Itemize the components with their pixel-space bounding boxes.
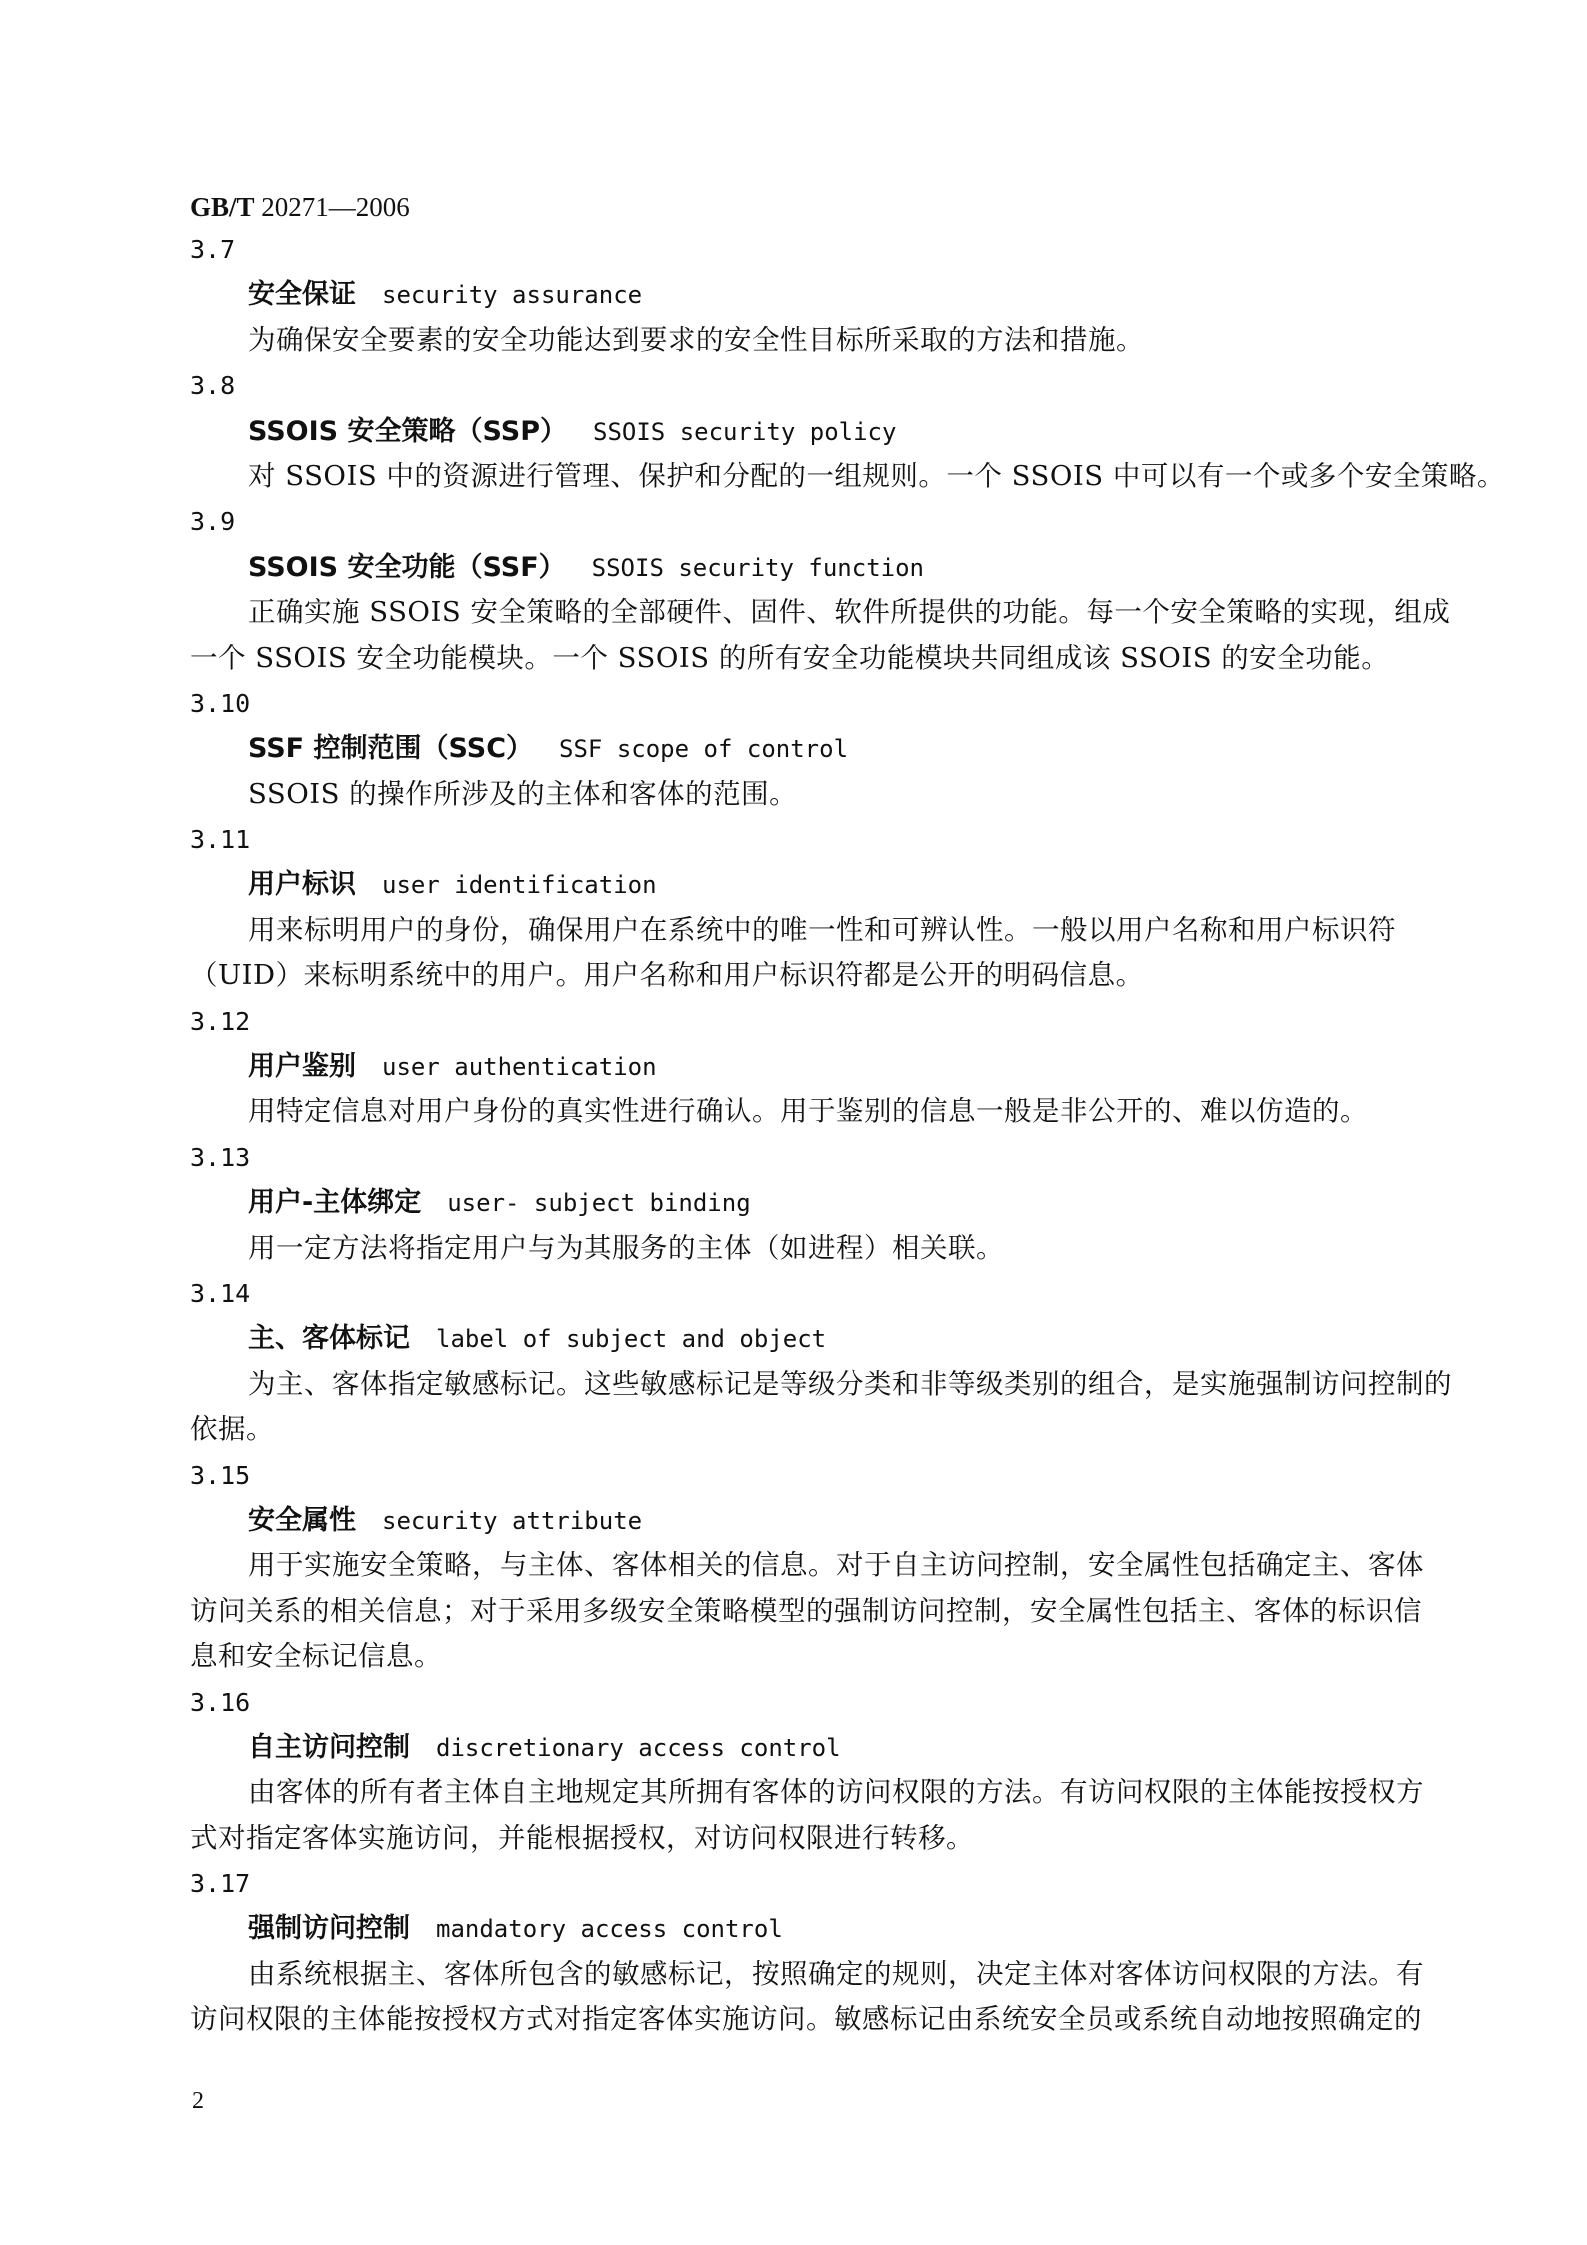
term-chinese: SSOIS 安全功能（SSF） — [248, 551, 566, 583]
definition-entry — [190, 227, 1450, 363]
term-english: security assurance — [382, 281, 643, 310]
term-english: discretionary access control — [436, 1733, 841, 1762]
term-english: user authentication — [382, 1053, 657, 1082]
page-number: 2 — [192, 2088, 204, 2114]
term-chinese: 安全保证 — [248, 279, 356, 311]
term-english: security attribute — [382, 1506, 643, 1535]
definition-entry — [190, 499, 1450, 681]
term-chinese: SSOIS 安全策略（SSP） — [248, 415, 567, 447]
term-chinese: 用户标识 — [248, 869, 356, 901]
definition-text: 由客体的所有者主体自主地规定其所拥有客体的访问权限的方法。有访问权限的主体能按授权方 — [248, 1776, 1424, 1809]
definition-entry — [190, 999, 1450, 1135]
term-line — [190, 1180, 1450, 1225]
definition-text: 用来标明用户的身份，确保用户在系统中的唯一性和可辨认性。一般以用户名称和用户标识符 — [248, 913, 1396, 946]
definition-entry — [190, 681, 1450, 817]
clause-number: 3.17 — [190, 1869, 251, 1899]
clause-number: 3.8 — [190, 371, 236, 401]
clause-number: 3.10 — [190, 688, 251, 718]
definition-text: 式对指定客体实施访问，并能根据授权，对访问权限进行转移。 — [190, 1821, 974, 1854]
document-page — [190, 187, 1505, 2043]
definition-entry — [190, 1453, 1450, 1680]
definition-text: 访问权限的主体能按授权方式对指定客体实施访问。敏感标记由系统安全员或系统自动地按照确定的 — [190, 2003, 1422, 2036]
definitions-list — [190, 227, 1505, 2043]
term-chinese: 自主访问控制 — [248, 1731, 410, 1763]
definition-text: 用于实施安全策略，与主体、客体相关的信息。对于自主访问控制，安全属性包括确定主、客体 — [248, 1549, 1424, 1582]
term-line — [190, 409, 1450, 454]
definition-text: 由系统根据主、客体所包含的敏感标记，按照确定的规则，决定主体对客体访问权限的方法。有 — [248, 1957, 1424, 1990]
definition-text: 正确实施 SSOIS 安全策略的全部硬件、固件、软件所提供的功能。每一个安全策略的实现，组成 — [248, 596, 1451, 629]
term-line — [190, 862, 1450, 907]
standard-header — [190, 187, 1450, 227]
term-line — [190, 272, 1450, 317]
term-line — [190, 1044, 1450, 1089]
clause-number: 3.11 — [190, 825, 251, 855]
definition-text: 对 SSOIS 中的资源进行管理、保护和分配的一组规则。一个 SSOIS 中可以有一个或多个安全策略。 — [248, 459, 1505, 492]
definition-entry — [190, 1861, 1450, 2043]
term-line — [190, 1906, 1450, 1951]
term-chinese: 用户-主体绑定 — [248, 1187, 422, 1219]
standard-prefix: GB/T — [190, 192, 255, 222]
term-line — [190, 1316, 1450, 1361]
term-line — [190, 545, 1450, 590]
term-chinese: 强制访问控制 — [248, 1913, 410, 1945]
term-english: mandatory access control — [436, 1915, 783, 1944]
term-english: SSOIS security function — [591, 553, 924, 582]
definition-text: 用特定信息对用户身份的真实性进行确认。用于鉴别的信息一般是非公开的、难以仿造的。 — [248, 1095, 1368, 1128]
term-english: user- subject binding — [447, 1189, 751, 1218]
standard-code: 20271—2006 — [261, 192, 410, 222]
definition-entry — [190, 1680, 1450, 1862]
term-english: SSF scope of control — [559, 735, 849, 764]
definition-text: 依据。 — [190, 1413, 274, 1446]
clause-number: 3.12 — [190, 1006, 251, 1036]
clause-number: 3.16 — [190, 1687, 251, 1717]
term-chinese: 用户鉴别 — [248, 1051, 356, 1083]
definition-text: 访问关系的相关信息；对于采用多级安全策略模型的强制访问控制，安全属性包括主、客体的标识信 — [190, 1594, 1422, 1627]
term-english: label of subject and object — [436, 1325, 827, 1354]
definition-entry — [190, 817, 1450, 999]
definition-text: 息和安全标记信息。 — [190, 1640, 442, 1673]
definition-text: 一个 SSOIS 安全功能模块。一个 SSOIS 的所有安全功能模块共同组成该 SSOIS 的安全功能。 — [190, 641, 1390, 674]
definition-entry — [190, 1135, 1450, 1271]
definition-entry — [190, 1271, 1450, 1453]
clause-number: 3.7 — [190, 235, 236, 264]
term-english: SSOIS security policy — [593, 417, 897, 446]
clause-number: 3.14 — [190, 1278, 251, 1308]
term-chinese: 主、客体标记 — [248, 1323, 410, 1355]
term-line — [190, 1498, 1450, 1543]
definition-text: 为主、客体指定敏感标记。这些敏感标记是等级分类和非等级类别的组合，是实施强制访问控制的 — [248, 1367, 1452, 1400]
term-chinese: 安全属性 — [248, 1504, 356, 1536]
definition-text: 用一定方法将指定用户与为其服务的主体（如进程）相关联。 — [248, 1231, 1004, 1264]
clause-number: 3.9 — [190, 507, 236, 537]
term-chinese: SSF 控制范围（SSC） — [248, 733, 534, 765]
definition-text: 为确保安全要素的安全功能达到要求的安全性目标所采取的方法和措施。 — [248, 323, 1144, 356]
definition-entry — [190, 363, 1505, 499]
clause-number: 3.13 — [190, 1142, 251, 1172]
definition-text: SSOIS 的操作所涉及的主体和客体的范围。 — [248, 777, 798, 810]
term-line — [190, 1725, 1450, 1770]
definition-text: （UID）来标明系统中的用户。用户名称和用户标识符都是公开的明码信息。 — [190, 959, 1144, 992]
term-line — [190, 726, 1450, 771]
clause-number: 3.15 — [190, 1460, 251, 1490]
term-english: user identification — [382, 871, 657, 900]
